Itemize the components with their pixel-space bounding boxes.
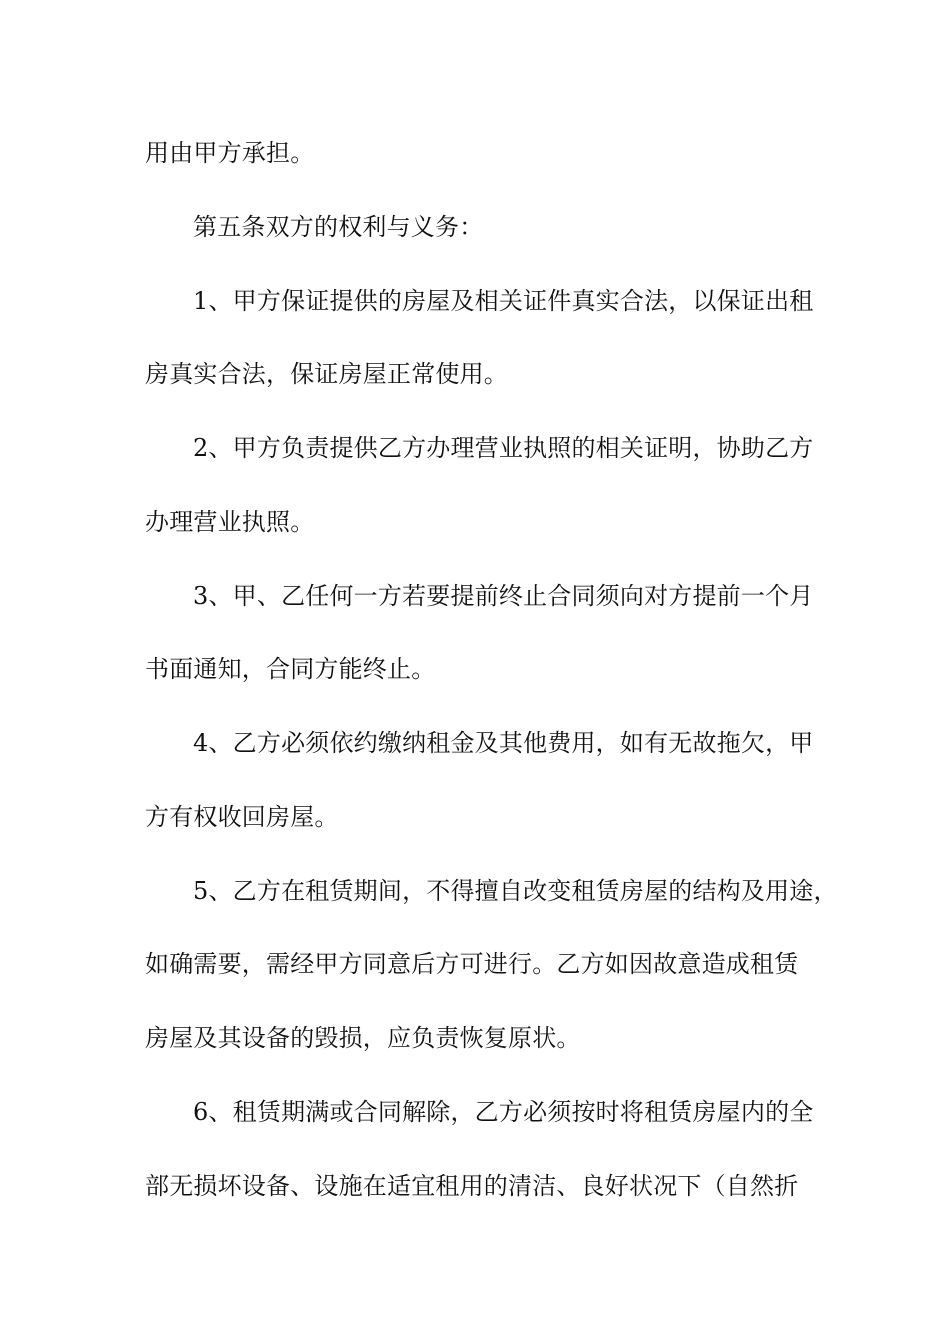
clause-6-line-2: 部无损坏设备、设施在适宜租用的清洁、良好状况下（自然折 bbox=[145, 1172, 799, 1200]
clause-5-line-3: 房屋及其设备的毁损，应负责恢复原状。 bbox=[145, 1024, 581, 1052]
clause-1-line-2: 房真实合法，保证房屋正常使用。 bbox=[145, 360, 508, 388]
text-line: 用由甲方承担。 bbox=[145, 139, 315, 167]
clause-6-line-1: 6、租赁期满或合同解除，乙方必须按时将租赁房屋内的全 bbox=[193, 1098, 814, 1126]
clause-2-line-2: 办理营业执照。 bbox=[145, 508, 315, 536]
clause-3-line-1: 3、甲、乙任何一方若要提前终止合同须向对方提前一个月 bbox=[193, 582, 814, 610]
clause-5-line-1: 5、乙方在租赁期间，不得擅自改变租赁房屋的结构及用途， bbox=[193, 877, 838, 905]
clause-4-line-1: 4、乙方必须依约缴纳租金及其他费用，如有无故拖欠，甲 bbox=[193, 729, 814, 757]
clause-2-line-1: 2、甲方负责提供乙方办理营业执照的相关证明，协助乙方 bbox=[193, 434, 814, 462]
clause-4-line-2: 方有权收回房屋。 bbox=[145, 803, 339, 831]
clause-1-line-1: 1、甲方保证提供的房屋及相关证件真实合法，以保证出租 bbox=[193, 287, 814, 315]
section-heading: 第五条双方的权利与义务： bbox=[193, 213, 484, 241]
clause-3-line-2: 书面通知，合同方能终止。 bbox=[145, 655, 436, 683]
clause-5-line-2: 如确需要，需经甲方同意后方可进行。乙方如因故意造成租赁 bbox=[145, 950, 799, 978]
